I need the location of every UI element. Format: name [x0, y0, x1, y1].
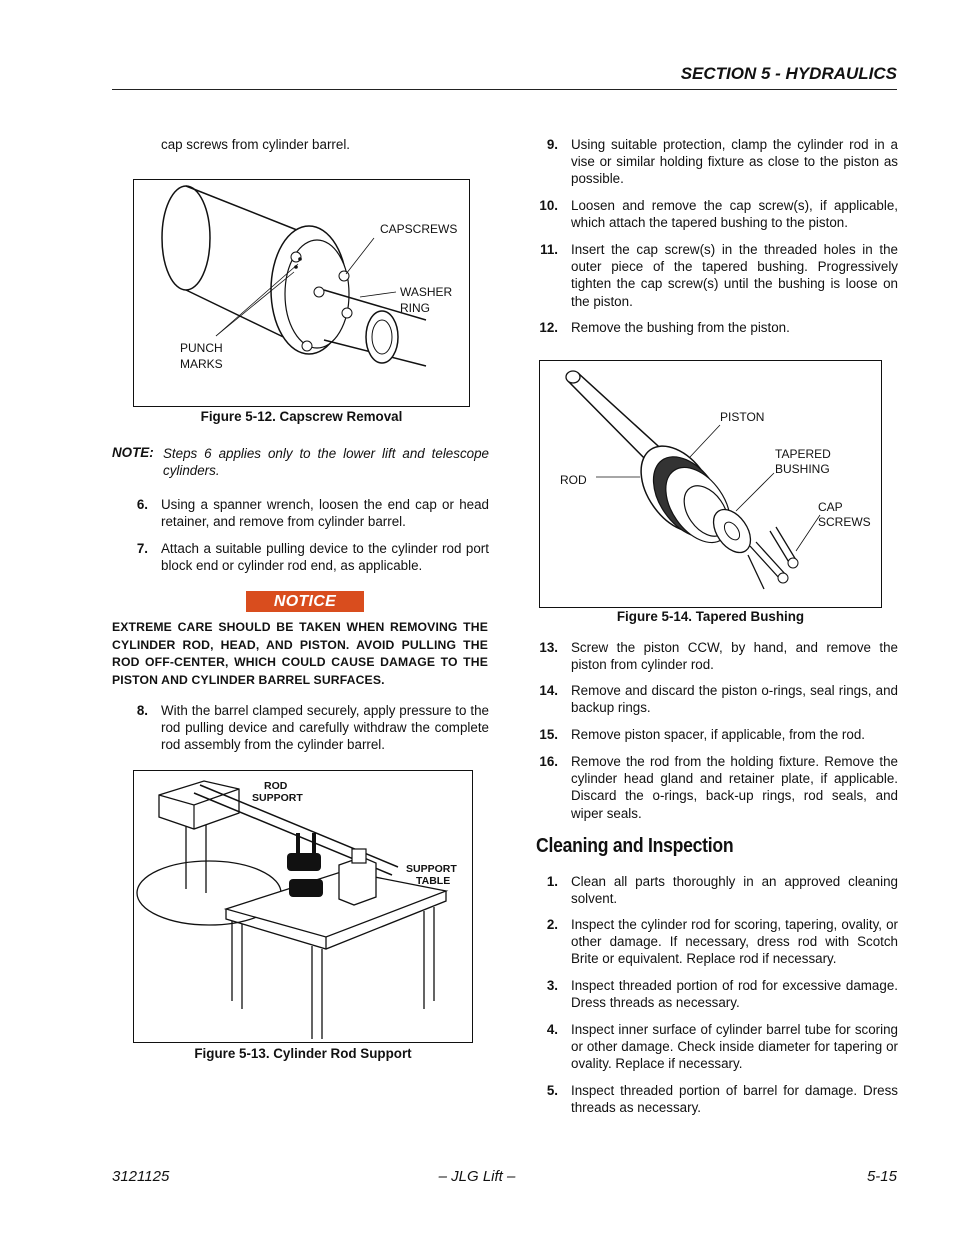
notice-text: EXTREME CARE SHOULD BE TAKEN WHEN REMOVING THE CYLINDER ROD, HEAD, AND PISTON. AVOID PULLING THE ROD OFF-CENTER, WHICH COULD CAUSE DAMAGE TO THE PISTON AND CYLINDER BARREL SURFACES. [112, 620, 488, 687]
intro-text: cap screws from cylinder barrel. [161, 137, 351, 152]
list-item [536, 136, 898, 190]
notice-badge: NOTICE [246, 591, 364, 612]
list-item [536, 753, 898, 823]
step-number: 10. [539, 198, 558, 213]
label-bushing: BUSHING [775, 462, 830, 476]
label-tapered: TAPERED [775, 447, 831, 461]
figure-cylinder-rod-support [133, 770, 473, 1043]
list-item [118, 702, 489, 756]
step-number: 12. [539, 320, 558, 335]
list-item [536, 639, 898, 675]
step-text: Remove the rod from the holding fixture. Remove the cylinder head gland and retainer plate, if applicable. Discard the o-rings, back-up rings, rod seals, and wiper seals. [571, 754, 898, 821]
list-item [536, 916, 898, 970]
section-heading: Cleaning and Inspection [536, 835, 734, 857]
footer-doc-number: 3121125 [112, 1168, 170, 1185]
list-item [536, 873, 898, 909]
step-text: Inspect inner surface of cylinder barrel tube for scoring or other damage. Check inside diameter for tapering or ovality. Replace if necessary. [571, 1022, 898, 1072]
label-support-table-1: SUPPORT [406, 863, 457, 875]
figure-tapered-bushing [539, 360, 882, 608]
note-label: NOTE: [112, 445, 154, 460]
list-item [536, 1082, 898, 1118]
step-number: 1. [546, 874, 558, 889]
label-screws: SCREWS [818, 515, 871, 529]
label-capscrews: CAPSCREWS [380, 222, 458, 236]
list-item [536, 977, 898, 1013]
step-text: With the barrel clamped securely, apply pressure to the rod pulling device and carefully withdraw the complete rod assembly from the cylinder barrel. [161, 703, 489, 753]
step-number: 16. [539, 754, 558, 769]
step-text: Loosen and remove the cap screw(s), if applicable, which attach the tapered bushing to the piston. [571, 198, 898, 231]
footer-page-number: 5-15 [866, 1168, 897, 1185]
label-marks: MARKS [180, 357, 223, 371]
step-number: 4. [546, 1022, 558, 1037]
step-number: 8. [136, 703, 148, 718]
note-text: Steps 6 applies only to the lower lift and telescope cylinders. [163, 446, 489, 479]
label-cap: CAP [818, 500, 843, 514]
step-text: Inspect the cylinder rod for scoring, tapering, ovality, or other damage. If necessary, dress rod with Scotch Brite or equivalent. Replace rod if necessary. [571, 917, 898, 967]
label-rod: ROD [264, 780, 288, 792]
step-text: Remove and discard the piston o-rings, seal rings, and backup rings. [571, 683, 898, 716]
label-punch: PUNCH [180, 341, 223, 355]
list-item [536, 726, 898, 744]
label-support-table-2: TABLE [416, 875, 451, 887]
step-number: 7. [136, 541, 148, 556]
step-number: 3. [546, 978, 558, 993]
step-text: Inspect threaded portion of barrel for damage. Dress threads as necessary. [571, 1083, 898, 1116]
step-text: Attach a suitable pulling device to the cylinder rod port block end or cylinder rod end, as applicable. [161, 541, 489, 574]
label-ring: RING [400, 301, 430, 315]
cylinder-rod-support-illustration [134, 771, 474, 1044]
figure-13-caption: Figure 5-13. Cylinder Rod Support [194, 1046, 412, 1061]
step-text: Screw the piston CCW, by hand, and remove the piston from cylinder rod. [571, 640, 898, 673]
step-number: 5. [546, 1083, 558, 1098]
figure-capscrew-removal [133, 179, 470, 407]
figure-12-caption: Figure 5-12. Capscrew Removal [200, 409, 403, 424]
list-item [536, 241, 898, 311]
step-number: 6. [136, 497, 148, 512]
step-text: Insert the cap screw(s) in the threaded holes in the outer piece of the tapered bushing. Progressively tighten the cap screw(s) until the bushing is loose on the piston. [571, 242, 898, 309]
step-number: 9. [546, 137, 558, 152]
footer-center: – JLG Lift – [438, 1168, 516, 1185]
header-rule [112, 89, 897, 90]
capscrew-removal-illustration [134, 180, 471, 408]
tapered-bushing-illustration [540, 361, 883, 609]
list-item [118, 540, 489, 576]
step-number: 2. [546, 917, 558, 932]
figure-14-caption: Figure 5-14. Tapered Bushing [616, 609, 805, 624]
label-piston: PISTON [720, 410, 765, 424]
step-number: 11. [540, 242, 558, 257]
step-number: 13. [539, 640, 558, 655]
list-item [536, 682, 898, 718]
label-rod: ROD [560, 473, 587, 487]
label-support: SUPPORT [252, 792, 303, 804]
step-text: Inspect threaded portion of rod for excessive damage. Dress threads as necessary. [571, 978, 898, 1011]
step-text: Using a spanner wrench, loosen the end cap or head retainer, and remove from cylinder barrel. [161, 497, 489, 530]
step-text: Using suitable protection, clamp the cylinder rod in a vise or similar holding fixture as close to the piston as possible. [571, 137, 898, 187]
step-text: Remove the bushing from the piston. [571, 320, 790, 335]
step-number: 15. [539, 727, 558, 742]
list-item [536, 197, 898, 233]
step-text: Remove piston spacer, if applicable, from the rod. [571, 727, 865, 742]
list-item [118, 496, 489, 532]
list-item [536, 319, 898, 337]
step-text: Clean all parts thoroughly in an approved cleaning solvent. [571, 874, 898, 907]
label-washer: WASHER [400, 285, 453, 299]
section-header: SECTION 5 - HYDRAULICS [680, 64, 897, 83]
list-item [536, 1021, 898, 1075]
step-number: 14. [539, 683, 558, 698]
